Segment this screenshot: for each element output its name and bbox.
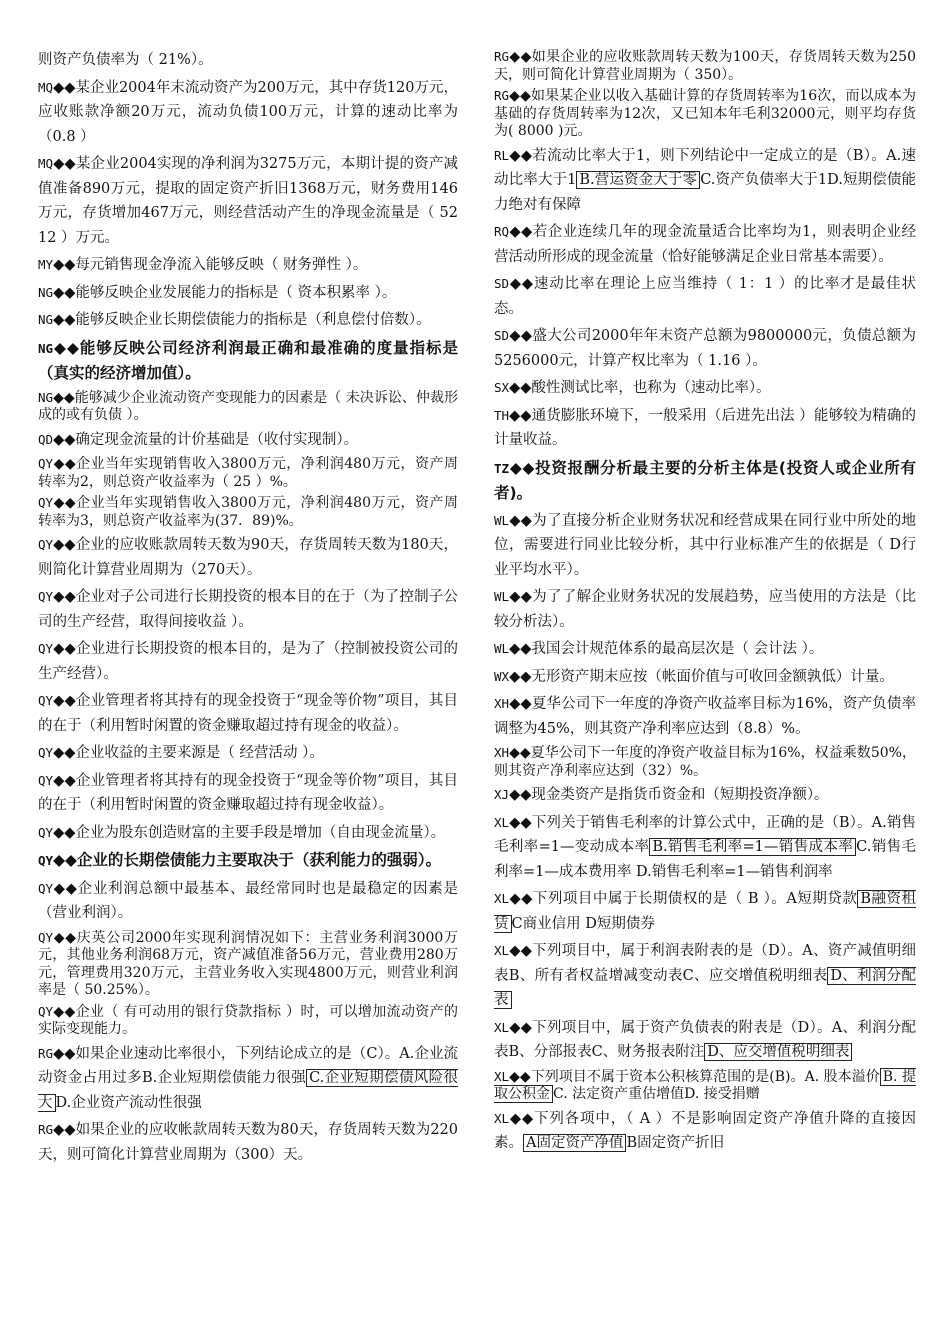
question-text: ◆◆夏华公司下一年度的净资产收益目标为16%，权益乘数50%，则其资产净利率应达到（32）%。 xyxy=(494,745,916,779)
question-entry xyxy=(494,939,916,1013)
question-text: ◆◆无形资产期末应按（帐面价值与可收回金额孰低）计量。 xyxy=(509,668,894,685)
question-entry xyxy=(494,1016,916,1065)
question-entry xyxy=(494,1107,916,1156)
question-text: ◆◆庆英公司2000年实现利润情况如下：主营业务利润3000万元，其他业务利润68万元，资产减值准备56万元，营业费用280万元，管理费用320万元，主营业务收入实现4800万元，则营业利润率是（ 50.25%）。 xyxy=(38,929,458,998)
question-entry xyxy=(38,253,458,278)
question-entry xyxy=(38,336,458,386)
question-entry xyxy=(494,585,916,634)
question-entry xyxy=(494,404,916,453)
question-text: ◆◆如果企业的应收账款周转天数为100天，存货周转天数为250天，则可简化计算营业周期为（ 350）。 xyxy=(494,49,916,83)
pinyin-code: MQ xyxy=(38,156,54,171)
question-entry xyxy=(494,887,916,936)
pinyin-code: XL xyxy=(494,1110,510,1126)
question-entry xyxy=(38,585,458,634)
question-text-after: C.销售毛利率=1—成本费用率 D.销售毛利率=1—销售利润率 xyxy=(494,839,917,880)
pinyin-code: SX xyxy=(494,380,510,395)
pinyin-code: QY xyxy=(38,853,54,868)
question-text: ◆◆能够反映企业长期偿债能力的指标是（利息偿付倍数）。 xyxy=(53,312,431,328)
pinyin-code: QY xyxy=(38,745,54,760)
question-entry xyxy=(38,494,458,530)
pinyin-code: WL xyxy=(494,589,510,604)
pinyin-code: RL xyxy=(494,147,510,163)
question-text: ◆◆某企业2004年末流动资产为200万元，其中存货120万元，应收账款净额20万元，流动负债100万元，计算的速动比率为（0.8 ） xyxy=(38,79,458,145)
question-entry xyxy=(38,152,458,250)
pinyin-code: WL xyxy=(494,512,510,528)
question-entry xyxy=(494,376,916,401)
left-column xyxy=(38,48,458,1170)
question-text: ◆◆为了直接分析企业财务状况和经营成果在同行业中所处的地位，需要进行同业比较分析，其中行业标准产生的依据是（ D行业平均水平）。 xyxy=(494,512,916,578)
boxed-answer: B.销售毛利率=1—销售成本率 xyxy=(649,838,856,856)
pinyin-code: QY xyxy=(38,880,54,896)
pinyin-code: NG xyxy=(38,284,54,300)
question-text: ◆◆企业当年实现销售收入3800万元，净利润480万元，资产周转率为3，则总资产收益率为(37．89)%。 xyxy=(38,495,458,529)
question-text: ◆◆夏华公司下一年度的净资产收益率目标为16%，资产负债率调整为45%，则其资产净利率应达到（8.8）%。 xyxy=(494,696,916,737)
question-text: ◆◆企业的长期偿债能力主要取决于（获利能力的强弱）。 xyxy=(53,851,442,869)
pinyin-code: QY xyxy=(38,589,54,604)
pinyin-code: QY xyxy=(38,641,54,656)
question-text: ◆◆如果某企业以收入基础计算的存货周转率为16次，而以成本为基础的存货周转率为12次，又已知本年毛利32000元，则平均存货为( 8000 )元。 xyxy=(494,88,916,139)
question-entry xyxy=(38,428,458,453)
pinyin-code: NG xyxy=(38,340,54,356)
pinyin-code: XL xyxy=(494,943,510,958)
question-text: ◆◆某企业2004实现的净利润为3275万元，本期计提的资产减值准备890万元，提取的固定资产折旧1368万元，财务费用146万元，存货增加467万元，则经营活动产生的净现金流量是（ 5212 ）万元。 xyxy=(38,156,458,246)
question-text: ◆◆如果企业速动比率很小，下列结论成立的是（C）。A.企业流动资金占用过多B.企业短期偿债能力很强 xyxy=(38,1045,458,1086)
pinyin-code: QY xyxy=(38,495,54,510)
question-text: ◆◆我国会计规范体系的最高层次是（ 会计法 ）。 xyxy=(509,641,824,657)
pinyin-code: NG xyxy=(38,312,54,327)
pinyin-code: SD xyxy=(494,276,510,291)
pinyin-code: RG xyxy=(38,1045,54,1061)
question-text: ◆◆企业的应收账款周转天数为90天，存货周转天数为180天，则简化计算营业周期为（270天）。 xyxy=(38,537,458,578)
question-text: ◆◆企业收益的主要来源是（ 经营活动 ）。 xyxy=(53,745,324,761)
question-entry xyxy=(494,509,916,583)
pinyin-code: NG xyxy=(38,389,54,405)
question-entry xyxy=(38,281,458,306)
boxed-answer: B融资租赁 xyxy=(494,891,917,932)
question-text: ◆◆若企业连续几年的现金流量适合比率均为1，则表明企业经营活动所形成的现金流量（恰好能够满足企业日常基本需要）。 xyxy=(494,224,916,265)
question-text: ◆◆酸性测试比率，也称为（速动比率）。 xyxy=(509,380,771,396)
pinyin-code: XL xyxy=(494,1019,510,1035)
question-text: ◆◆下列关于销售毛利率的计算公式中，正确的是（B）。A.销售毛利率=1—变动成本率 xyxy=(494,814,916,855)
question-entry xyxy=(38,637,458,686)
question-text: ◆◆企业（ 有可动用的银行贷款指标 ）时，可以增加流动资产的实际变现能力。 xyxy=(38,1003,458,1037)
question-entry xyxy=(494,324,916,373)
question-entry xyxy=(494,1068,916,1104)
question-entry xyxy=(38,455,458,491)
pinyin-code: TH xyxy=(494,407,510,423)
pinyin-code: QY xyxy=(38,824,54,840)
question-text-after: B固定资产折旧 xyxy=(626,1135,725,1151)
question-text: ◆◆能够减少企业流动资产变现能力的因素是（ 未决诉讼、仲裁形成的或有负债 ）。 xyxy=(38,389,458,423)
pinyin-code: XH xyxy=(494,745,510,760)
question-entry xyxy=(38,769,458,818)
question-text: ◆◆企业对子公司进行长期投资的根本目的在于（为了控制子公司的生产经营，取得间接收益 ）。 xyxy=(38,589,458,630)
question-text: ◆◆企业为股东创造财富的主要手段是增加（自由现金流量）。 xyxy=(53,824,446,841)
question-entry xyxy=(38,689,458,738)
question-entry xyxy=(38,741,458,766)
pinyin-code: QY xyxy=(38,1003,54,1019)
question-entry xyxy=(494,637,916,662)
pinyin-code: XL xyxy=(494,891,510,906)
pinyin-code: QD xyxy=(38,431,54,447)
question-text: ◆◆能够反映企业发展能力的指标是（ 资本积累率 ）。 xyxy=(53,284,397,301)
question-text-after: D.企业资产流动性很强 xyxy=(55,1094,202,1111)
question-text: ◆◆现金类资产是指货币资金和（短期投资净额）。 xyxy=(509,787,829,803)
pinyin-code: QY xyxy=(38,537,54,552)
right-column xyxy=(494,48,916,1159)
question-text: ◆◆能够反映公司经济利润最正确和最准确的度量指标是（真实的经济增加值）。 xyxy=(38,338,458,382)
question-text: ◆◆企业管理者将其持有的现金投资于“现金等价物”项目，其目的在于（利用暂时闲置的资金赚取超过持有现金的收益）。 xyxy=(38,693,458,734)
question-entry xyxy=(38,308,458,333)
question-text: ◆◆为了了解企业财务状况的发展趋势，应当使用的方法是（比较分析法）。 xyxy=(494,589,916,630)
question-entry xyxy=(38,848,458,874)
question-entry xyxy=(494,48,916,84)
question-text: ◆◆下列项目中，属于利润表附表的是（D）。A、资产减值明细表B、所有者权益增减变动表C、应交增值税明细表 xyxy=(494,943,916,984)
question-entry xyxy=(38,48,458,73)
pinyin-code: XJ xyxy=(494,787,510,802)
pinyin-code: RG xyxy=(494,49,510,64)
question-entry xyxy=(38,1042,458,1116)
question-text: ◆◆企业管理者将其持有的现金投资于“现金等价物”项目，其目的在于（利用暂时闲置的资金赚取超过持有现金收益）。 xyxy=(38,772,458,813)
question-entry xyxy=(38,389,458,425)
question-text-after: C. 法定资产重估增值D. 接受捐赠 xyxy=(553,1086,760,1102)
pinyin-code: QY xyxy=(38,456,54,471)
pinyin-code: RQ xyxy=(494,224,510,239)
pinyin-code: QY xyxy=(38,929,54,945)
question-text: ◆◆下列项目中，属于资产负债表的附表是（D）。A、利润分配表B、分部报表C、财务报表附注 xyxy=(494,1019,916,1060)
question-entry xyxy=(38,821,458,846)
boxed-answer: C.企业短期偿债风险很大 xyxy=(38,1070,459,1111)
boxed-answer: A固定资产净值 xyxy=(523,1134,626,1152)
pinyin-code: QY xyxy=(38,772,54,788)
question-text-after: C商业信用 D短期债券 xyxy=(511,915,655,932)
question-entry xyxy=(494,87,916,141)
question-text: ◆◆通货膨胀环境下，一般采用（后进先出法 ）能够较为精确的计量收益。 xyxy=(494,407,916,448)
question-text: ◆◆下列项目中属于长期债权的是（ B ）。A短期贷款 xyxy=(509,891,858,907)
boxed-answer: D、应交增值税明细表 xyxy=(704,1043,852,1061)
pinyin-code: SD xyxy=(494,328,510,343)
question-entry xyxy=(494,272,916,321)
question-text: ◆◆如果企业的应收帐款周转天数为80天，存货周转天数为220天，则可简化计算营业周期为（300）天。 xyxy=(38,1122,458,1163)
question-text: ◆◆速动比率在理论上应当维持（ 1：1 ）的比率才是最佳状态。 xyxy=(494,276,916,317)
pinyin-code: RG xyxy=(38,1122,54,1137)
pinyin-code: RG xyxy=(494,88,510,103)
question-entry xyxy=(494,692,916,741)
pinyin-code: WX xyxy=(494,668,510,684)
question-entry xyxy=(38,76,458,150)
question-text: ◆◆投资报酬分析最主要的分析主体是(投资人或企业所有者)。 xyxy=(494,458,916,502)
question-text: ◆◆下列项目不属于资本公积核算范围的是(B)。A. 股本溢价 xyxy=(509,1068,880,1085)
question-entry xyxy=(38,929,458,1000)
question-entry xyxy=(38,1003,458,1039)
question-text: ◆◆盛大公司2000年年末资产总额为9800000元，负债总额为5256000元，计算产权比率为（ 1.16 ）。 xyxy=(494,328,916,369)
question-entry xyxy=(38,1118,458,1167)
pinyin-code: TZ xyxy=(494,460,510,476)
boxed-answer: B.营运资金大于零 xyxy=(576,171,700,189)
question-entry xyxy=(494,744,916,780)
question-text: ◆◆企业当年实现销售收入3800万元，净利润480万元，资产周转率为2，则总资产收益率为（ 25 ）%。 xyxy=(38,456,458,490)
question-entry xyxy=(38,877,458,926)
pinyin-code: XH xyxy=(494,696,510,711)
question-entry xyxy=(494,665,916,690)
question-entry xyxy=(494,144,916,218)
question-text: ◆◆确定现金流量的计价基础是（收付实现制）。 xyxy=(53,431,359,448)
question-text: ◆◆下列各项中，（ A ）不是影响固定资产净值升降的直接因素。 xyxy=(494,1110,916,1151)
question-text: 则资产负债率为（ 21%）。 xyxy=(38,52,213,68)
pinyin-code: WL xyxy=(494,641,510,656)
question-text: ◆◆每元销售现金净流入能够反映（ 财务弹性 ）。 xyxy=(53,257,368,273)
boxed-answer: B. 提取公积金 xyxy=(494,1068,916,1102)
question-entry xyxy=(38,533,458,582)
question-text-after: C.资产负债率大于1D.短期偿债能力绝对有保障 xyxy=(494,172,916,213)
pinyin-code: QY xyxy=(38,693,54,708)
question-text: ◆◆企业利润总额中最基本、最经常同时也是最稳定的因素是（营业利润）。 xyxy=(38,880,458,921)
pinyin-code: MQ xyxy=(38,79,54,95)
question-entry xyxy=(494,220,916,269)
boxed-answer: D、利润分配表 xyxy=(494,967,916,1008)
question-entry xyxy=(494,811,916,885)
question-entry xyxy=(494,783,916,808)
question-entry xyxy=(494,456,916,506)
question-text: ◆◆若流动比率大于1，则下列结论中一定成立的是（B）。A.速动比率大于1 xyxy=(494,147,916,188)
question-text: ◆◆企业进行长期投资的根本目的，是为了（控制被投资公司的生产经营）。 xyxy=(38,641,458,682)
pinyin-code: MY xyxy=(38,257,54,272)
pinyin-code: XL xyxy=(494,814,510,830)
pinyin-code: XL xyxy=(494,1068,510,1084)
